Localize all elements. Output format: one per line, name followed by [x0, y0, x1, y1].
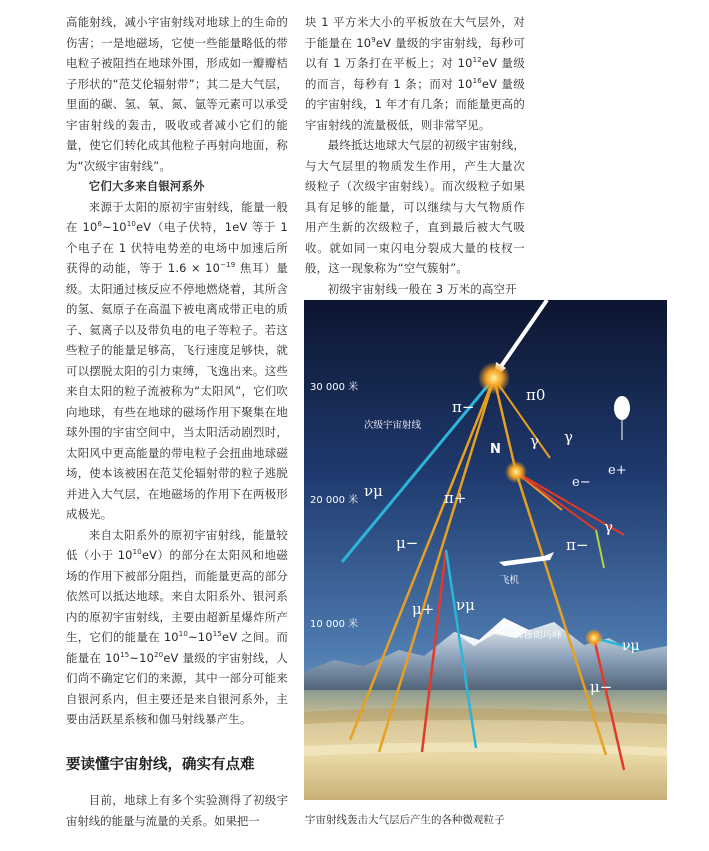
superscript: 6: [97, 220, 103, 229]
left-column: [66, 12, 288, 730]
superscript: 12: [472, 56, 482, 65]
superscript: 15: [212, 630, 223, 639]
nu-mu-label: νμ: [622, 638, 640, 654]
air-shower-figure: [304, 300, 667, 800]
subheading: 它们大多来自银河系外: [88, 179, 205, 193]
text-run: ~10: [129, 650, 155, 665]
nu-mu-label: νμ: [456, 596, 475, 614]
text-run: eV 量级的宇宙射线，每秒可以有 1 万条打在平板上；对 10: [305, 35, 525, 70]
nu-mu-label: νμ: [364, 482, 383, 500]
superscript: 20: [154, 650, 164, 659]
airplane-label: 飞机: [500, 575, 520, 586]
gamma-label: γ: [604, 518, 613, 536]
section-body: [66, 790, 288, 831]
everest-label: 珠穆朗玛峰: [514, 630, 562, 641]
figure-caption: 宇宙射线轰击大气层后产生的各种微观粒子: [305, 814, 505, 826]
left-paragraph-3: [66, 525, 288, 730]
right-paragraph-3: 初级宇宙射线一般在 3 万米的高空开: [327, 281, 517, 296]
text-run: 来自太阳系外的原初宇宙射线，能量较低（小于 10: [66, 527, 288, 562]
section-title: 要读懂宇宙射线，确实有点难: [66, 757, 255, 773]
mu-minus-label: μ−: [396, 534, 419, 552]
mu-minus-label: μ−: [590, 678, 613, 696]
text-run: ~10: [102, 220, 127, 234]
superscript: −19: [220, 261, 236, 270]
superscript: 10: [178, 630, 189, 639]
gamma-label: γ: [564, 428, 573, 446]
text-run: eV 量级的宇宙射线，1 年才有几条；而能量更高的宇宙射线的流量极低，则非常罕见。: [305, 76, 525, 132]
right-column: [305, 12, 525, 299]
text-run: 焦耳）量级。太阳通过核反应不停地燃烧着，其所含的氢、氦原子在高温下被电离成带正电的质子、氦离子以及带负电的电子等粒子。若这些粒子的能量足够高，飞行速度足够快，就可以摆脱太阳的引力束缚，飞逸出来。这些来自太阳的粒子流被称为“太阳风”，它们吹向地球，有些在地球的磁场作用下聚集在地球外围的宇宙空间中，当太阳活动剧烈时，太阳风中更高能量的带电粒子会扭曲地球磁场，使本该被困在范艾伦辐射带的粒子逃脱并进入大气层，在地磁场的作用下在两极形成极光。: [66, 261, 288, 521]
interaction-burst-1: [478, 362, 510, 394]
text-run: eV 之间。而能量在 10: [66, 630, 288, 665]
text-run: eV 量级的而言，每秒有 1 条；而对 10: [305, 56, 525, 91]
pi-zero-label: π0: [526, 386, 546, 404]
air-shower-illustration: [304, 300, 667, 800]
text-run: eV（电子伏特，1eV 等于 1 个电子在 1 伏特电势差的电场中加速后所获得的动能，等于 1.6 × 10: [66, 220, 288, 275]
nitrogen-label: N: [490, 442, 501, 457]
interaction-burst-3: [585, 629, 603, 647]
superscript: 10: [126, 220, 137, 229]
superscript: 16: [472, 76, 482, 85]
altitude-10000-label: 10 000 米: [310, 619, 359, 630]
text-run: eV）的部分在太阳风和地磁场的作用下被部分阻挡，而能量更高的部分依然可以抵达地球。来自太阳系外、银河系内的原初宇宙射线，主要由超新星爆炸所产生，它们的能量在 10: [66, 548, 289, 644]
secondary-rays-label: 次级宇宙射线: [364, 420, 422, 431]
text-run: eV 量级的宇宙射线，人们尚不确定它们的来源，其中一部分可能来自银河系内，但主要还是来自银河系外，主要由活跃星系核和伽马射线暴产生。: [66, 650, 288, 726]
right-paragraph-2: 最终抵达地球大气层的初级宇宙射线，与大气层里的物质发生作用，产生大量次级粒子（次级宇宙射线）。而次级粒子如果具有足够的能量，可以继续与大气物质作用产生新的次级粒子，直到最后被大气吸收。就如同一束闪电分裂成大量的枝杈一般，这一现象称为“空气簇射”。: [305, 138, 525, 275]
superscript: 15: [120, 650, 130, 659]
text-run: ~10: [188, 630, 213, 644]
altitude-30000-label: 30 000 米: [310, 382, 359, 393]
pi-minus-label: π−: [566, 536, 589, 554]
balloon-icon: [614, 396, 630, 420]
section-paragraph: 目前，地球上有多个实验测得了初级宇宙射线的能量与流量的关系。如果把一: [66, 793, 288, 828]
pi-plus-label: π+: [444, 489, 467, 507]
e-plus-label: e+: [608, 463, 627, 478]
right-paragraph-1: [305, 12, 525, 135]
left-paragraph-1: 高能射线，减小宇宙射线对地球上的生命的伤害；一是地磁场，它使一些能量略低的带电粒子被阻挡在地球外围，形成如一瓣瓣桔子形状的“范艾伦辐射带”；其二是大气层，里面的碳、氢、氧、氮、氩等元素可以承受宇宙射线的轰击，吸收或者减小它们的能量，使它们转化成其他粒子再射向地面，称为“次级宇宙射线”。: [66, 15, 288, 173]
pi-minus-label: π−: [452, 398, 475, 416]
interaction-burst-2: [505, 461, 527, 483]
text-run: 块 1 平方米大小的平板放在大气层外，对于能量在 10: [305, 15, 525, 50]
mu-plus-label: μ+: [412, 600, 435, 618]
text-run: 来源于太阳的原初宇宙射线，能量一般在 10: [66, 199, 288, 234]
superscript: 10: [132, 548, 142, 557]
e-minus-label: e−: [572, 475, 591, 490]
altitude-20000-label: 20 000 米: [310, 495, 359, 506]
gamma-label: γ: [530, 432, 539, 450]
superscript: 9: [371, 35, 376, 44]
left-paragraph-2: [66, 197, 288, 525]
